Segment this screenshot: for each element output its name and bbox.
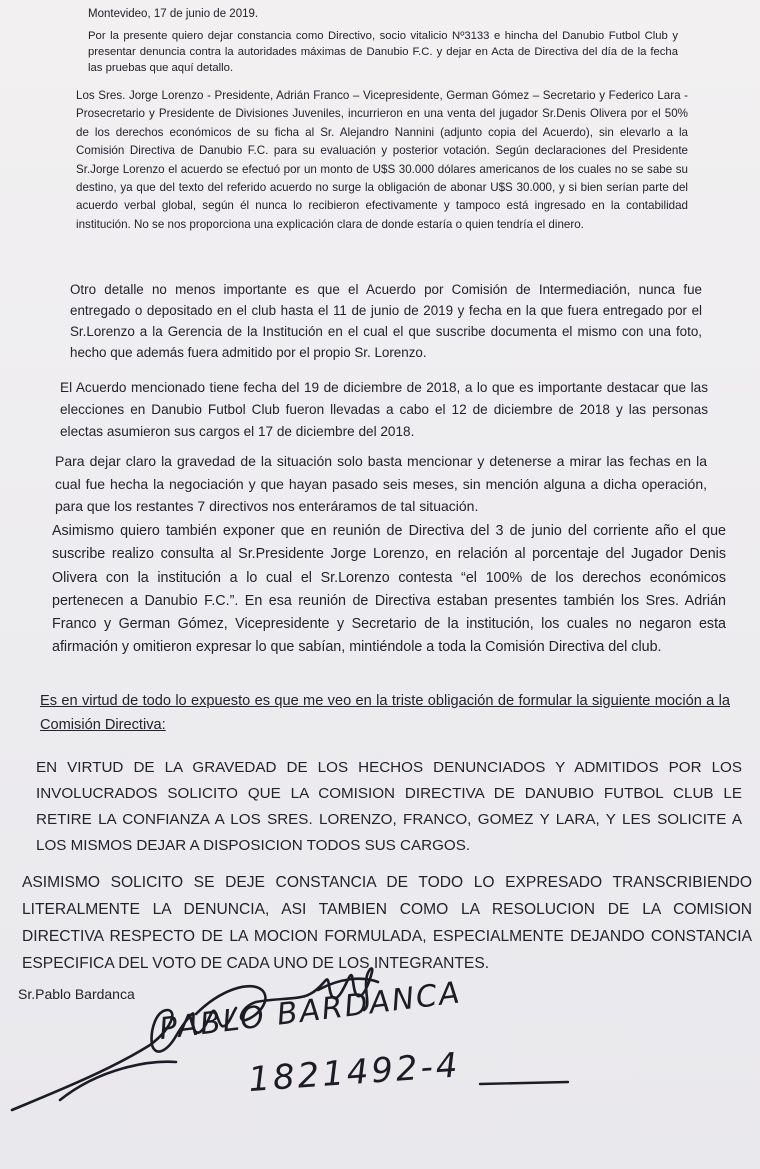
paragraph-motion-intro: Es en virtud de todo lo expuesto es que me veo en la triste obligación de formular la siguiente moción a la Comisión Directiva: xyxy=(40,693,730,733)
paragraph-motion: EN VIRTUD DE LA GRAVEDAD DE LOS HECHOS DENUNCIADOS Y ADMITIDOS POR LOS INVOLUCRADOS SOLICITO QUE LA COMISION DIRECTIVA DE DANUBIO FUTBOL CLUB LE RETIRE LA CONFIANZA A LOS SRES. LORENZO, FRANCO, GOMEZ Y LARA, Y LES SOLICITE A LOS MISMOS DEJAR A DISPOSICION TODOS SUS CARGOS. xyxy=(36,759,742,854)
paragraph-meeting: Asimismo quiero también exponer que en reunión de Directiva del 3 de junio del corriente año el que suscribe realizo consulta al Sr.Presidente Jorge Lorenzo, en relación al porcentaje del Jugador Denis Olivera con la institución a lo cual el Sr.Lorenzo contesta “el 100% de los derechos económicos pertenecen a Danubio F.C.”. En esa reunión de Directiva estaban presentes también los Sres. Adrián Franco y German Gómez, Vicepresidente y Secretario de la institución, los cuales no negaron esta afirmación y omitieron expresar lo que sabían, mintiéndole a toda la Comisión Directiva del club. xyxy=(52,523,726,656)
document-date: Montevideo, 17 de junio de 2019. xyxy=(88,8,259,20)
signer-name: Sr.Pablo Bardanca xyxy=(18,986,135,1002)
paragraph-agreement-delivery: Otro detalle no menos importante es que el Acuerdo por Comisión de Intermediación, nunca fue entregado o depositado en el club hasta el 11 de junio de 2019 y fecha en la que fuera entregado por el Sr.Lorenzo a la Gerencia de la Institución en el cual el que suscribe documenta el mismo con una foto, hecho que además fuera admitido por el propio Sr. Lorenzo. xyxy=(70,282,702,360)
paragraph-gravity: Para dejar claro la gravedad de la situación solo basta mencionar y detenerse a mirar las fechas en la cual fue hecha la negociación y que hayan pasado seis meses, sin mención alguna a dicha operación, para que los restantes 7 directivos nos enteráramos de tal situación. xyxy=(55,453,707,514)
handwritten-underline xyxy=(480,1082,568,1084)
paragraph-intro: Por la presente quiero dejar constancia como Directivo, socio vitalicio Nº3133 e hincha del Danubio Futbol Club y presentar denuncia contra la autoridades máximas de Danubio F.C. y dejar en Acta de Directiva del día de la fecha las pruebas que aquí detallo. xyxy=(88,30,678,74)
paragraph-agreement-date: El Acuerdo mencionado tiene fecha del 19 de diciembre de 2018, a lo que es importante destacar que las elecciones en Danubio Futbol Club fueron llevadas a cabo el 12 de diciembre de 2018 y las personas electas asumieron sus cargos el 17 de diciembre del 2018. xyxy=(60,380,708,439)
paragraph-accusation: Los Sres. Jorge Lorenzo - Presidente, Adrián Franco – Vicepresidente, German Gómez – Secretario y Federico Lara - Prosecretario y Presidente de Divisiones Juveniles, incurrieron en una venta del jugador Sr.Denis Olivera por el 50% de los derechos económicos de su ficha al Sr. Alejandro Nannini (adjunto copia del Acuerdo), sin elevarlo a la Comisión Directiva de Danubio F.C. para su evaluación y posterior votación. Según declaraciones del Presidente Sr.Jorge Lorenzo el acuerdo se efectuó por un monto de U$S 30.000 dólares americanos de los cuales no se sabe su destino, ya que del texto del referido acuerdo no surge la obligación de abonar U$S 30.000, y si bien serían parte del acuerdo verbal global, según él nunca lo recibieron efectivamente y tampoco está ingresado en la contabilidad institución. No se nos proporciona una explicación clara de donde estaría o quien tendría el dinero. xyxy=(76,89,688,231)
handwritten-name: PABLO BARDANCA xyxy=(157,975,464,1048)
paragraph-request: ASIMISMO SOLICITO SE DEJE CONSTANCIA DE TODO LO EXPRESADO TRANSCRIBIENDO LITERALMENTE LA DENUNCIA, ASI TAMBIEN COMO LA RESOLUCION DE LA COMISION DIRECTIVA RESPECTO DE LA MOCION FORMULADA, ESPECIALMENTE DEJANDO CONSTANCIA ESPECIFICA DEL VOTO DE CADA UNO DE LOS INTEGRANTES. xyxy=(22,874,752,972)
handwritten-signature xyxy=(0,950,760,1169)
handwritten-id: 1821492-4 xyxy=(247,1045,462,1101)
